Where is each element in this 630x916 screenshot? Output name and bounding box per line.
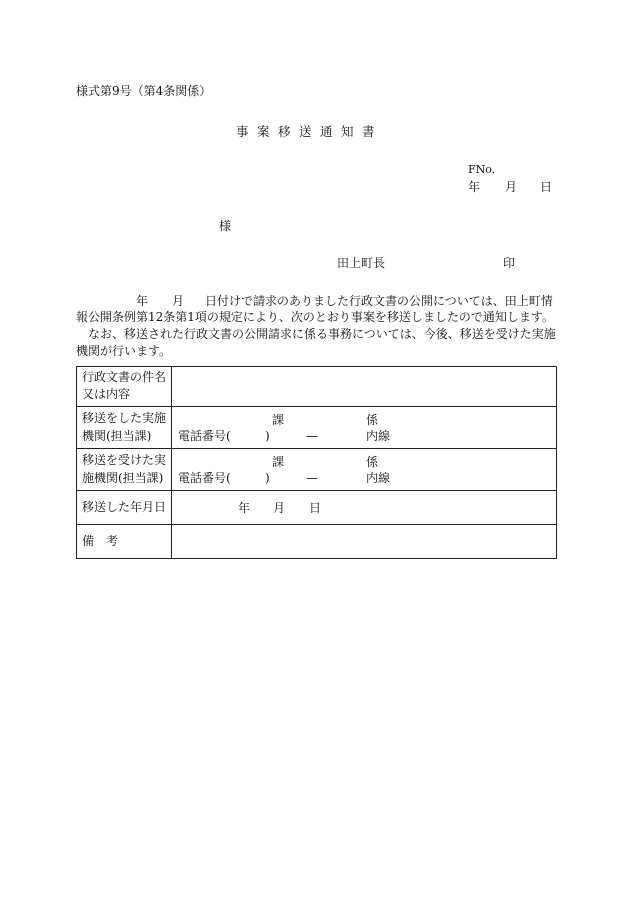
row1-label-line1: 行政文書の件名 bbox=[82, 370, 167, 384]
document-title: 事案移送通知書 bbox=[236, 124, 384, 139]
row3-unit-label: 係 bbox=[366, 455, 379, 469]
body-line4: 機関が行います。 bbox=[76, 344, 172, 358]
row2-phone-label: 電話番号( bbox=[178, 429, 231, 443]
row2-phone-dash: — bbox=[306, 429, 318, 443]
body-line3: なお、移送された行政文書の公開請求に係る事務については、今後、移送を受けた実施 bbox=[88, 327, 556, 341]
row2-label-line2: 機関(担当課) bbox=[82, 429, 152, 443]
row3-label-line1: 移送を受けた実 bbox=[82, 453, 167, 467]
row4-year: 年 bbox=[238, 501, 251, 515]
row4-label: 移送した年月日 bbox=[82, 500, 167, 514]
date-month: 月 bbox=[505, 180, 518, 194]
form-number: 様式第9号（第4条関係） bbox=[76, 84, 212, 98]
table-row-receiving-agency bbox=[77, 449, 557, 491]
row2-extension-label: 内線 bbox=[366, 429, 391, 443]
body-line2: 報公開条例第12条第1項の規定により、次のとおり事案を移送しましたので通知します。 bbox=[76, 310, 554, 324]
table-row-remarks bbox=[77, 525, 557, 559]
row2-label-line1: 移送をした実施 bbox=[82, 411, 167, 425]
row2-unit-label: 係 bbox=[366, 413, 379, 427]
document-title-value bbox=[172, 367, 557, 407]
row3-phone-close: ) bbox=[265, 471, 270, 485]
row4-day: 日 bbox=[309, 501, 322, 515]
body-year: 年 bbox=[136, 294, 149, 308]
file-number-label: FNo. bbox=[468, 163, 496, 176]
row3-phone-label: 電話番号( bbox=[178, 471, 231, 485]
date-year: 年 bbox=[468, 180, 481, 194]
table-row-transfer-date bbox=[77, 491, 557, 525]
table-row-transferring-agency bbox=[77, 407, 557, 449]
sender-name: 田上町長 bbox=[337, 256, 386, 270]
addressee-honorific: 様 bbox=[219, 219, 232, 233]
body-line1: 日付けで請求のありました行政文書の公開については、田上町情 bbox=[205, 294, 553, 308]
row1-label-line2: 又は内容 bbox=[82, 387, 131, 401]
row2-phone-close: ) bbox=[265, 429, 270, 443]
row4-month: 月 bbox=[273, 501, 286, 515]
row3-label-line2: 施機関(担当課) bbox=[82, 471, 164, 485]
row5-label: 備 考 bbox=[82, 534, 119, 548]
row2-section-label: 課 bbox=[272, 413, 285, 427]
row3-phone-dash: — bbox=[306, 471, 318, 485]
transfer-details-table bbox=[76, 366, 557, 559]
body-month: 月 bbox=[172, 294, 185, 308]
date-day: 日 bbox=[540, 180, 553, 194]
table-row-document-title bbox=[77, 367, 557, 407]
remarks-value bbox=[172, 525, 557, 559]
row3-extension-label: 内線 bbox=[366, 471, 391, 485]
seal-mark: 印 bbox=[503, 256, 516, 270]
row3-section-label: 課 bbox=[272, 455, 285, 469]
